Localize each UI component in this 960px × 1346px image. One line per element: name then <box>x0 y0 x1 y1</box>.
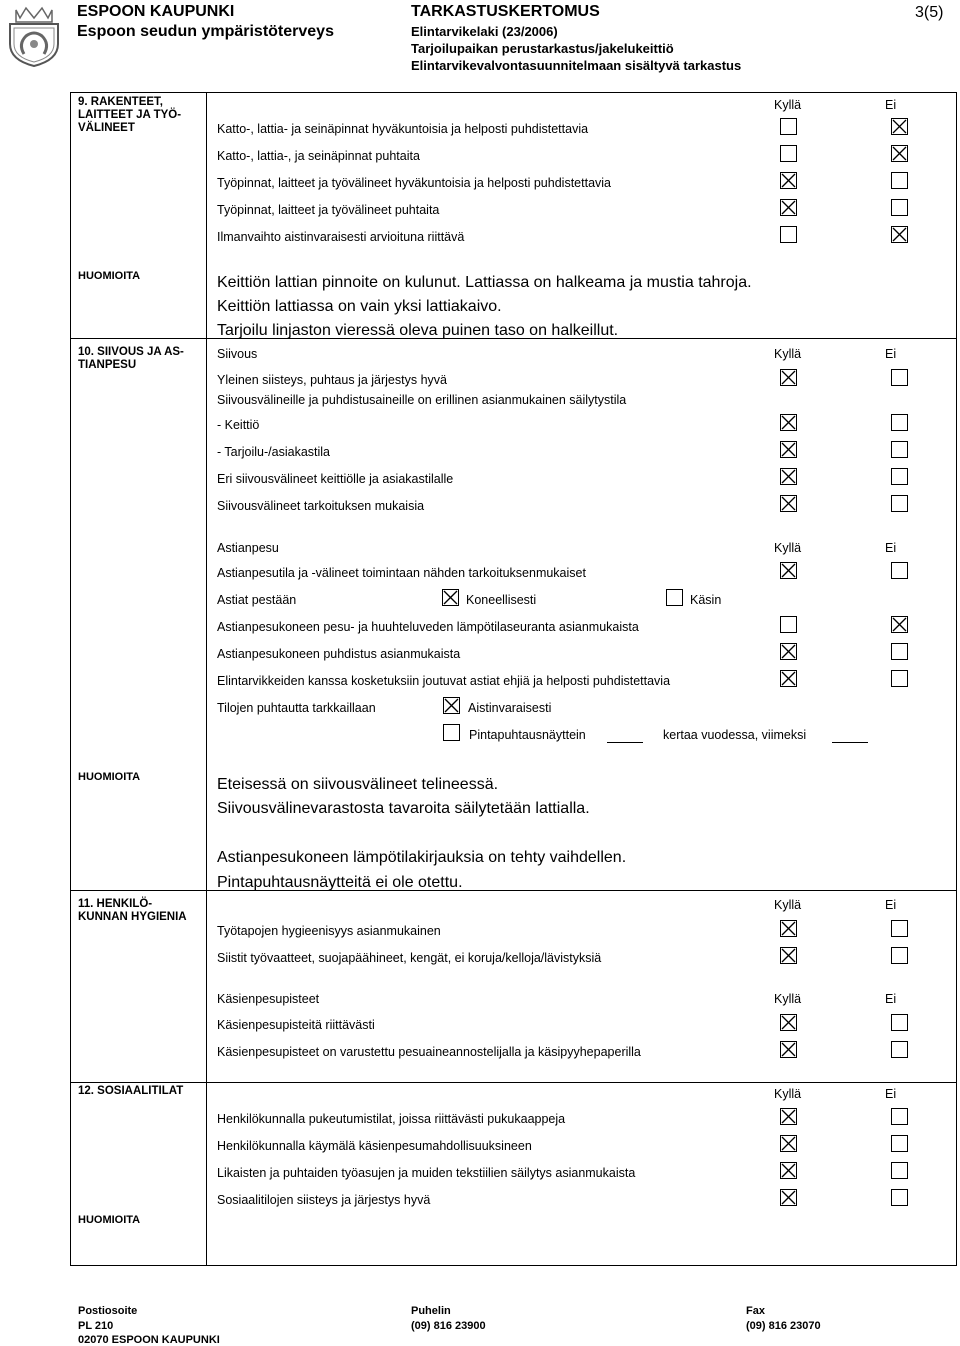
fax-label: Fax <box>746 1305 765 1317</box>
remark-line: Pintapuhtausnäytteitä ei ole otettu. <box>217 874 463 891</box>
no-checkbox[interactable] <box>891 1108 908 1125</box>
yes-checkbox[interactable] <box>780 441 797 458</box>
yes-checkbox[interactable] <box>780 118 797 135</box>
yes-column-label: Kyllä <box>774 98 802 112</box>
machine-wash-checkbox[interactable] <box>442 589 459 606</box>
no-checkbox[interactable] <box>891 1189 908 1206</box>
checklist-item: Siivousvälineet tarkoituksen mukaisia <box>217 499 425 513</box>
yes-checkbox[interactable] <box>780 369 797 386</box>
no-column-label: Ei <box>885 347 897 361</box>
phone-number: (09) 816 23900 <box>411 1320 486 1332</box>
phone-label: Puhelin <box>411 1305 451 1317</box>
yes-checkbox[interactable] <box>780 1162 797 1179</box>
surface-monitoring-label: Tilojen puhtautta tarkkaillaan <box>217 701 376 715</box>
checklist-item: Työtapojen hygieenisyys asianmukainen <box>217 924 441 938</box>
no-checkbox[interactable] <box>891 643 908 660</box>
remarks-label: HUOMIOITA <box>78 1214 141 1226</box>
checklist-item: Henkilökunnalla pukeutumistilat, joissa riittävästi pukukaappeja <box>217 1112 566 1126</box>
yes-column-label: Kyllä <box>774 1087 802 1101</box>
checklist-item: Astianpesukoneen puhdistus asianmukaista <box>217 647 461 661</box>
checklist-item: Henkilökunnalla käymälä käsienpesumahdollisuuksineen <box>217 1139 532 1153</box>
document-title: TARKASTUSKERTOMUS <box>411 3 600 20</box>
machine-wash-label: Koneellisesti <box>466 593 537 607</box>
inspection-scope: Elintarvikevalvontasuunnitelmaan sisältyvä tarkastus <box>411 58 742 73</box>
remarks-label: HUOMIOITA <box>78 270 141 282</box>
surface-sample-label: Pintapuhtausnäyttein <box>469 728 586 742</box>
section-10-title: 10. SIIVOUS JA AS- TIANPESU <box>78 346 184 371</box>
no-checkbox[interactable] <box>891 1014 908 1031</box>
yes-checkbox[interactable] <box>780 1108 797 1125</box>
yes-checkbox[interactable] <box>780 468 797 485</box>
no-checkbox[interactable] <box>891 441 908 458</box>
yes-checkbox[interactable] <box>780 199 797 216</box>
no-checkbox[interactable] <box>891 414 908 431</box>
sensory-checkbox[interactable] <box>443 697 460 714</box>
checklist-item: Työpinnat, laitteet ja työvälineet puhtaita <box>217 203 440 217</box>
yes-checkbox[interactable] <box>780 947 797 964</box>
checklist-item: Käsienpesupisteitä riittävästi <box>217 1018 375 1032</box>
section-9-title: 9. RAKENTEET, LAITTEET JA TYÖ- VÄLINEET <box>78 96 182 134</box>
no-checkbox[interactable] <box>891 1135 908 1152</box>
checklist-item: Sosiaalitilojen siisteys ja järjestys hyvä <box>217 1193 431 1207</box>
yes-column-label: Kyllä <box>774 347 802 361</box>
checklist-item: Käsienpesupisteet on varustettu pesuaineannostelijalla ja käsipyyhepaperilla <box>217 1045 641 1059</box>
yes-checkbox[interactable] <box>780 616 797 633</box>
section-12-title: 12. SOSIAALITILAT <box>78 1085 184 1097</box>
remark-line: Siivousvälinevarastosta tavaroita säilytetään lattialla. <box>217 800 590 817</box>
org-name: ESPOON KAUPUNKI <box>77 3 235 20</box>
no-checkbox[interactable] <box>891 670 908 687</box>
no-checkbox[interactable] <box>891 468 908 485</box>
no-checkbox[interactable] <box>891 562 908 579</box>
no-column-label: Ei <box>885 541 897 555</box>
no-checkbox[interactable] <box>891 226 908 243</box>
no-checkbox[interactable] <box>891 1041 908 1058</box>
yes-checkbox[interactable] <box>780 920 797 937</box>
no-checkbox[interactable] <box>891 616 908 633</box>
sensory-label: Aistinvaraisesti <box>468 701 552 715</box>
checklist-item: - Keittiö <box>217 418 260 432</box>
section-divider-11-12 <box>70 1082 957 1083</box>
dishwashing-heading: Astianpesu <box>217 541 279 555</box>
postal-address-label: Postiosoite <box>78 1305 138 1317</box>
no-checkbox[interactable] <box>891 1162 908 1179</box>
checklist-item: Likaisten ja puhtaiden työasujen ja muiden tekstiilien säilytys asianmukaista <box>217 1166 636 1180</box>
no-checkbox[interactable] <box>891 920 908 937</box>
section-divider-10-11 <box>70 890 957 891</box>
espoo-coat-of-arms-logo <box>6 4 62 68</box>
no-checkbox[interactable] <box>891 947 908 964</box>
no-checkbox[interactable] <box>891 495 908 512</box>
yes-column-label: Kyllä <box>774 541 802 555</box>
fax-number: (09) 816 23070 <box>746 1320 821 1332</box>
yes-checkbox[interactable] <box>780 226 797 243</box>
yes-column-label: Kyllä <box>774 992 802 1006</box>
yes-checkbox[interactable] <box>780 1014 797 1031</box>
postal-box: PL 210 <box>78 1320 114 1332</box>
remark-line: Eteisessä on siivousvälineet telineessä. <box>217 776 499 793</box>
last-sample-blank[interactable] <box>832 742 868 743</box>
org-subname: Espoon seudun ympäristöterveys <box>77 23 334 40</box>
per-year-label: kertaa vuodessa, viimeksi <box>663 728 807 742</box>
yes-checkbox[interactable] <box>780 1041 797 1058</box>
checklist-item: Astianpesutila ja -välineet toimintaan nähden tarkoituksenmukaiset <box>217 566 586 580</box>
checklist-item: Katto-, lattia-, ja seinäpinnat puhtaita <box>217 149 420 163</box>
remarks-label: HUOMIOITA <box>78 771 141 783</box>
cleaning-heading: Siivous <box>217 347 258 361</box>
remark-line: Tarjoilu linjaston vieressä oleva puinen taso on halkeillut. <box>217 322 619 339</box>
yes-checkbox[interactable] <box>780 562 797 579</box>
checklist-item: Astianpesukoneen pesu- ja huuhteluveden lämpötilaseuranta asianmukaista <box>217 620 639 634</box>
yes-checkbox[interactable] <box>780 670 797 687</box>
yes-column-label: Kyllä <box>774 898 802 912</box>
no-checkbox[interactable] <box>891 118 908 135</box>
dishes-washed-label: Astiat pestään <box>217 593 297 607</box>
yes-checkbox[interactable] <box>780 643 797 660</box>
no-column-label: Ei <box>885 992 897 1006</box>
surface-sample-checkbox[interactable] <box>443 724 460 741</box>
yes-checkbox[interactable] <box>780 495 797 512</box>
hand-wash-checkbox[interactable] <box>666 589 683 606</box>
checklist-item: Ilmanvaihto aistinvaraisesti arvioituna riittävä <box>217 230 465 244</box>
no-checkbox[interactable] <box>891 369 908 386</box>
column-divider <box>206 92 207 1266</box>
yes-checkbox[interactable] <box>780 1189 797 1206</box>
sample-count-blank[interactable] <box>607 742 643 743</box>
hand-wash-label: Käsin <box>690 593 722 607</box>
inspection-type: Tarjoilupaikan perustarkastus/jakelukeittiö <box>411 41 674 56</box>
checklist-item: Eri siivousvälineet keittiölle ja asiakastilalle <box>217 472 454 486</box>
remark-line: Astianpesukoneen lämpötilakirjauksia on tehty vaihdellen. <box>217 849 627 866</box>
law-reference: Elintarvikelaki (23/2006) <box>411 24 558 39</box>
checklist-item: - Tarjoilu-/asiakastila <box>217 445 331 459</box>
no-column-label: Ei <box>885 898 897 912</box>
checklist-item: Elintarvikkeiden kanssa kosketuksiin joutuvat astiat ehjiä ja helposti puhdistettavia <box>217 674 671 688</box>
handwash-heading: Käsienpesupisteet <box>217 992 320 1006</box>
no-checkbox[interactable] <box>891 199 908 216</box>
no-column-label: Ei <box>885 1087 897 1101</box>
checklist-item: Työpinnat, laitteet ja työvälineet hyväkuntoisia ja helposti puhdistettavia <box>217 176 611 190</box>
yes-checkbox[interactable] <box>780 1135 797 1152</box>
checklist-item: Katto-, lattia- ja seinäpinnat hyväkuntoisia ja helposti puhdistettavia <box>217 122 589 136</box>
page-number: 3(5) <box>915 4 944 21</box>
no-checkbox[interactable] <box>891 145 908 162</box>
remark-line: Keittiön lattian pinnoite on kulunut. Lattiassa on halkeama ja mustia tahroja. <box>217 274 752 291</box>
yes-checkbox[interactable] <box>780 145 797 162</box>
no-column-label: Ei <box>885 98 897 112</box>
remark-line: Keittiön lattiassa on vain yksi lattiakaivo. <box>217 298 502 315</box>
yes-checkbox[interactable] <box>780 172 797 189</box>
postal-city: 02070 ESPOON KAUPUNKI <box>78 1334 220 1346</box>
yes-checkbox[interactable] <box>780 414 797 431</box>
checklist-item: Yleinen siisteys, puhtaus ja järjestys hyvä <box>217 373 447 387</box>
section-11-title: 11. HENKILÖ- KUNNAN HYGIENIA <box>78 898 187 923</box>
checklist-item: Siistit työvaatteet, suojapäähineet, kengät, ei koruja/kelloja/lävistyksiä <box>217 951 602 965</box>
checklist-item: Siivousvälineille ja puhdistusaineille on erillinen asianmukainen säilytystila <box>217 393 627 407</box>
no-checkbox[interactable] <box>891 172 908 189</box>
